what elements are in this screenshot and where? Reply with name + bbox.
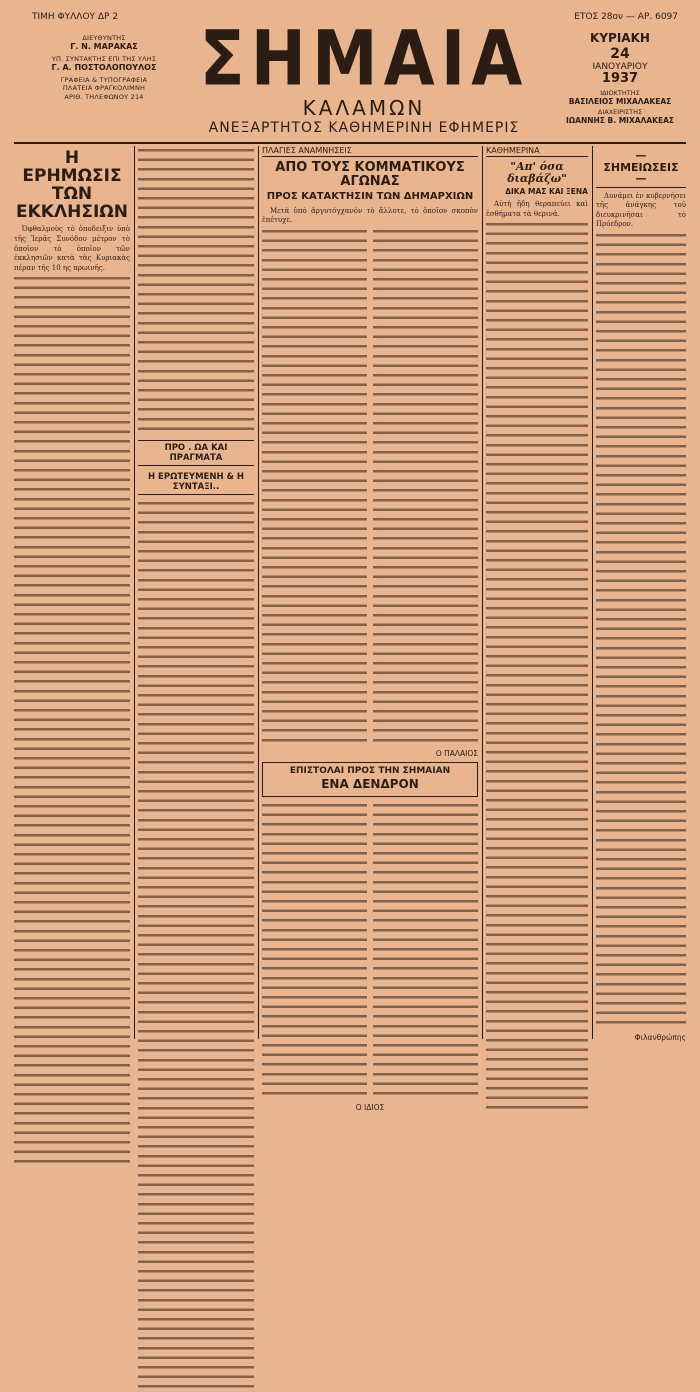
manager-name: ΙΩΑΝΝΗΣ Β. ΜΙΧΑΛΑΚΕΑΣ <box>565 115 675 125</box>
article-paragraph: Ὀφθαλμοὺς τὸ ὁποδειξιν ὑπὸ τῆς Ἱερᾶς Συνόδου μέτρον τὸ ὁποῖον τὸ ὁποῖον τῶν ἐκκλησιῶν κατὰ τὰς Κυριακὰς πέραν τῆς 10 ης πρωινῆς. <box>14 225 130 272</box>
owner-name: ΒΑΣΙΛΕΙΟΣ ΜΙΧΑΛΑΚΕΑΣ <box>568 96 672 106</box>
section-label: ΠΛΑΓΙΕΣ ΑΝΑΜΝΗΣΕΙΣ <box>262 146 478 157</box>
article-paragraph: Μετὰ ὑπὸ ἀργυτόγχανόν τὸ ἄλλοτε, τὸ ὁποῖον σκοπὸν ἐπέτυχε. <box>262 206 478 225</box>
staff-box <box>24 34 184 101</box>
issue-number: ΕΤΟΣ 28ον — ΑΡ. 6097 <box>574 12 678 22</box>
date-box <box>560 32 680 125</box>
year-label: 1937 <box>601 71 639 87</box>
office-label: ΓΡΑΦΕΙΑ & ΤΥΠΟΓΡΑΦΕΙΑ <box>60 76 148 85</box>
article-headline: Η ΕΡΗΜΩΣΙΣ ΤΩΝ ΕΚΚΛΗΣΙΩΝ <box>16 148 128 222</box>
article-body <box>596 192 686 230</box>
article-subheadline: ΔΙΚΑ ΜΑΣ ΚΑΙ ΞΕΝΑ <box>505 187 588 197</box>
author-signature: Ο ΙΔΙΟΣ <box>355 1103 385 1112</box>
editor-name: Γ. Α. ΠΟΣΤΟΛΟΠΟΥΛΟΣ <box>51 63 157 73</box>
director-name: Γ. Ν. ΜΑΡΑΚΑΣ <box>70 42 138 52</box>
article-body <box>14 225 130 273</box>
article-text-block <box>373 227 478 747</box>
article-text-block <box>138 146 254 436</box>
letters-headline: ΕΠΙΣΤΟΛΑΙ ΠΡΟΣ ΤΗΝ ΣΗΜΑΙΑΝ <box>289 765 451 776</box>
section-label: ΚΑΘΗΜΕΡΙΝΑ <box>486 146 588 157</box>
column-divider <box>258 146 259 1039</box>
article-column-2 <box>138 146 254 1039</box>
phone-label: ΑΡΙΘ. ΤΗΛΕΦΩΝΟΥ 214 <box>64 92 144 101</box>
newspaper-city: ΚΑΛΑΜΩΝ <box>302 96 426 120</box>
letters-box <box>262 762 478 797</box>
article-headline: — ΣΗΜΕΙΩΣΕΙΣ — <box>596 150 686 188</box>
article-column-4 <box>486 146 588 1039</box>
article-text-block <box>262 227 367 747</box>
article-headline: "Απ' όσα διαβάζω" <box>507 160 567 185</box>
price-label: ΤΙΜΗ ΦΥΛΛΟΥ ΔΡ 2 <box>32 12 119 22</box>
section-heading: ΠΡΟ . ΩΑ ΚΑΙ ΠΡΑΓΜΑΤΑ <box>138 440 254 466</box>
article-paragraph: Δυνάμει ἐν κυβερνήσει τῆς ἀνάγκης τοῦ διευκρινῆσαι τὸ Πρόεδρον. <box>596 191 686 229</box>
article-column-1 <box>14 146 130 1039</box>
article-body <box>486 200 588 219</box>
article-subheadline: Η ΕΡΩΤΕΥΜΕΝΗ & Η ΣΥΝΤΑΞΙ.. <box>138 470 254 495</box>
month-label: ΙΑΝΟΥΑΡΙΟΥ <box>592 61 648 72</box>
date-number: 24 <box>610 45 630 62</box>
newspaper-tagline: ΑΝΕΞΑΡΤΗΤΟΣ ΚΑΘΗΜΕΡΙΝΗ ΕΦΗΜΕΡΙΣ <box>208 120 520 136</box>
office-address: ΠΛΑΤΕΙΑ ΦΡΑΓΚΟΛΙΜΝΗ <box>62 84 146 93</box>
column-divider <box>482 146 483 1039</box>
article-text-block <box>596 231 686 1031</box>
article-body <box>262 207 478 226</box>
article-text-block <box>373 801 478 1101</box>
article-subheadline: ΠΡΟΣ ΚΑΤΑΚΤΗΣΙΝ ΤΩΝ ΔΗΜΑΡΧΙΩΝ <box>266 191 474 203</box>
column-divider <box>134 146 135 1039</box>
column-divider <box>592 146 593 1039</box>
author-signature: Ο ΠΑΛΑΙΟΣ <box>435 748 478 758</box>
director-label: ΔΙΕΥΘΥΝΤΗΣ <box>82 34 126 42</box>
article-text-block <box>14 274 130 1167</box>
author-signature: Φιλανθρώπης <box>634 1033 686 1043</box>
article-text-block <box>486 220 588 1113</box>
day-label: ΚΥΡΙΑΚΗ <box>590 31 650 45</box>
letters-subheadline: ΕΝΑ ΔΕΝΔΡΟΝ <box>321 777 419 792</box>
article-column-5 <box>596 146 686 1043</box>
newspaper-title: ΣΗΜΑΙΑ <box>199 14 529 104</box>
owner-label: ΙΔΙΟΚΤΗΤΗΣ <box>600 89 640 98</box>
article-text-block <box>138 499 254 1392</box>
masthead <box>14 10 686 144</box>
article-headline: ΑΠΟ ΤΟΥΣ ΚΟΜΜΑΤΙΚΟΥΣ ΑΓΩΝΑΣ <box>275 160 465 189</box>
article-text-block <box>262 801 367 1101</box>
article-paragraph: Αὐτὴ ἥδη θεραπεύει καὶ ἐσθήματα τὰ θερινά. <box>486 199 588 218</box>
editor-label: ΥΠ. ΣΥΝΤΑΚΤΗΣ ΕΠΙ ΤΗΣ ΥΛΗΣ <box>51 55 157 64</box>
manager-label: ΔΙΑΧΕΙΡΙΣΤΗΣ <box>597 108 643 117</box>
article-column-3 <box>262 146 478 1112</box>
columns <box>14 146 686 1112</box>
